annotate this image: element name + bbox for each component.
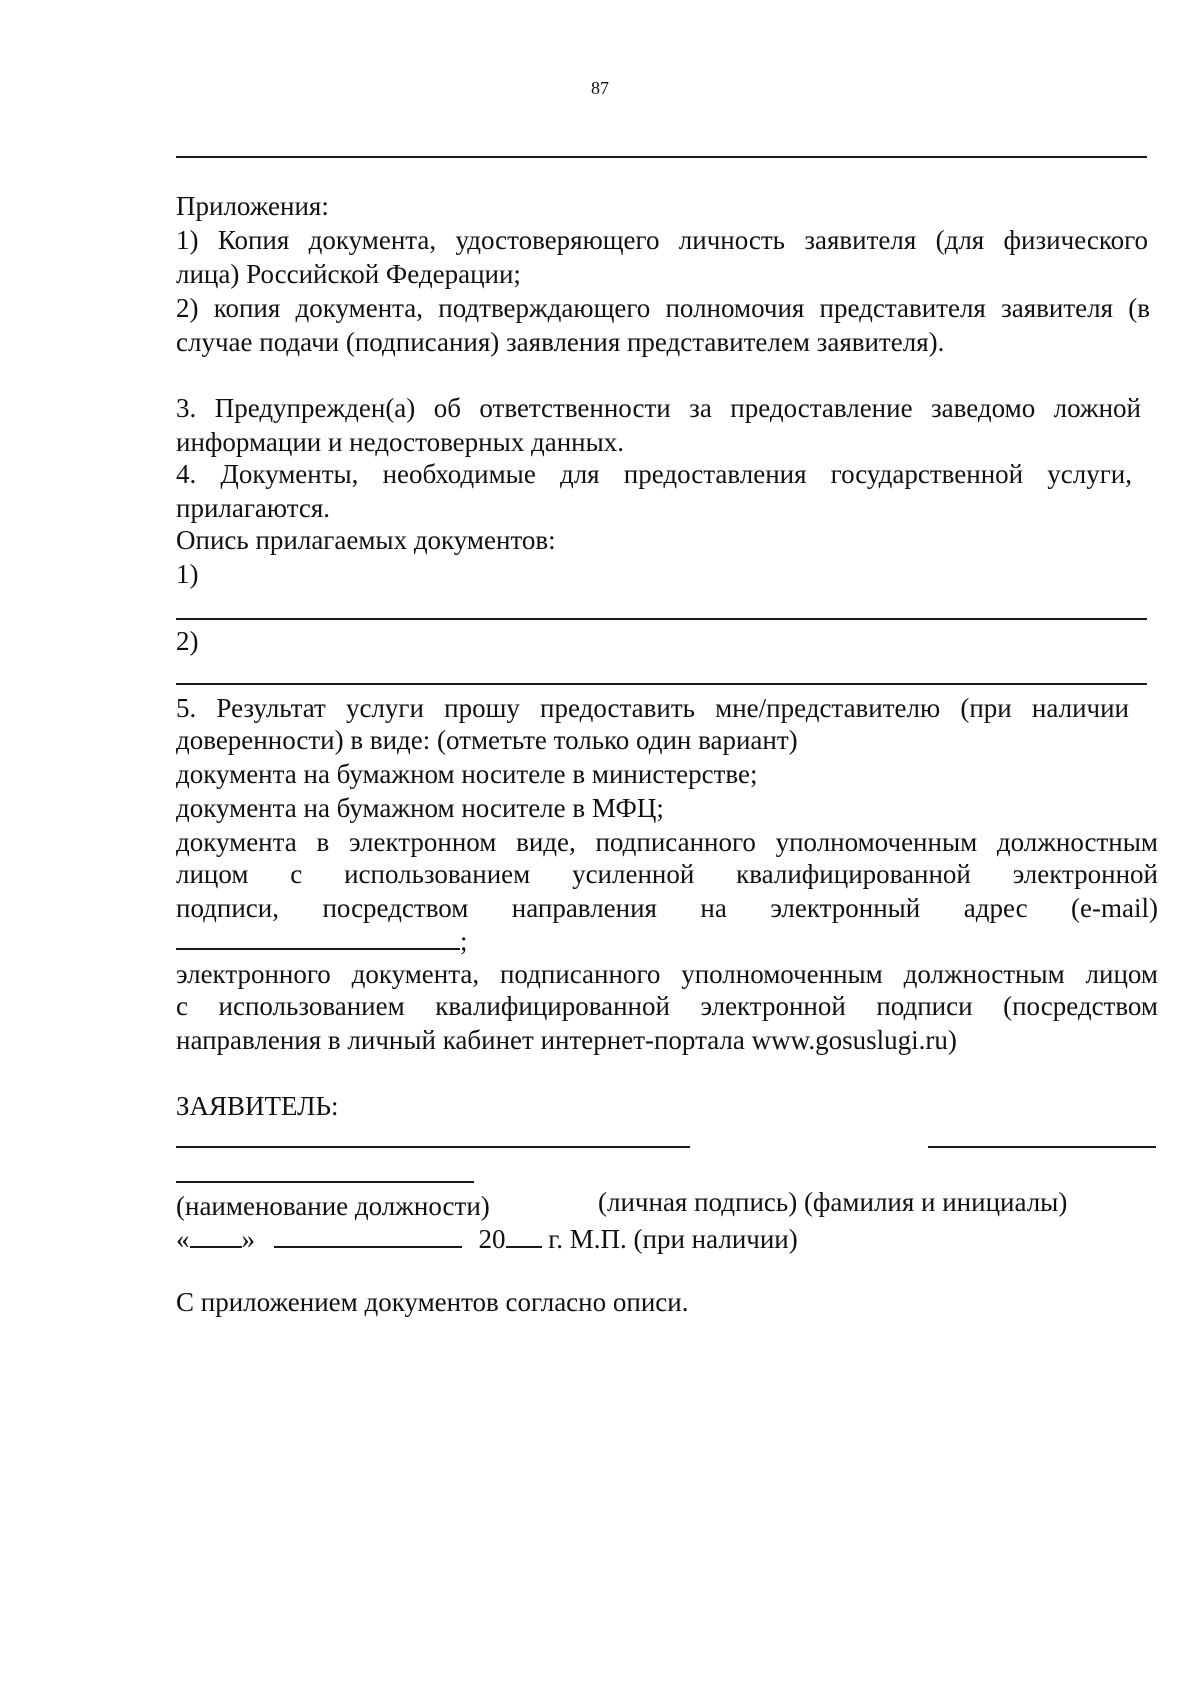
- attachment-item-1-line-1: 1) Копия документа, удостоверяющего личность заявителя (для физического: [176, 225, 1148, 255]
- inventory-item-2-line: [176, 683, 1147, 685]
- result-option-ministry: документа на бумажном носителе в министерстве;: [176, 759, 758, 789]
- result-option-email-line-3: подписи, посредством направления на электронный адрес (e-mail): [176, 893, 1158, 923]
- date-day-blank: [190, 1222, 242, 1248]
- date-suffix: г. М.П. (при наличии): [548, 1224, 798, 1254]
- result-option-email-line-1: документа в электронном виде, подписанного уполномоченным должностным: [176, 827, 1158, 857]
- date-month-blank: [274, 1222, 462, 1248]
- email-blank-semicolon: ;: [460, 926, 468, 956]
- date-open-quote: «: [176, 1224, 190, 1254]
- section-4-line-2: прилагаются.: [176, 493, 331, 523]
- attachment-item-2-line-2: случае подачи (подписания) заявления представителем заявителя).: [176, 327, 945, 357]
- header-rule: [176, 156, 1147, 158]
- section-3-line-2: информации и недостоверных данных.: [176, 427, 625, 457]
- applicant-position-line-1: [176, 1146, 690, 1148]
- date-year-prefix: 20: [478, 1224, 506, 1254]
- applicant-position-line-2: [176, 1181, 474, 1183]
- email-address-blank: [176, 924, 460, 950]
- page-number: 87: [591, 78, 609, 98]
- signature-label: (личная подпись) (фамилия и инициалы): [598, 1187, 1068, 1217]
- date-row: [176, 1222, 798, 1255]
- applicant-signature-line: [928, 1146, 1156, 1148]
- result-option-portal-line-3: направления в личный кабинет интернет-портала www.gosuslugi.ru): [176, 1025, 957, 1055]
- section-5-line-1: 5. Результат услуги прошу предоставить мне/представителю (при наличии: [176, 693, 1129, 723]
- attachment-item-1-line-2: лица) Российской Федерации;: [176, 259, 521, 289]
- result-option-email-line-2: лицом с использованием усиленной квалифицированной электронной: [176, 859, 1158, 889]
- position-label: (наименование должности): [176, 1191, 490, 1221]
- result-option-portal-line-1: электронного документа, подписанного уполномоченным должностным лицом: [176, 959, 1158, 989]
- result-option-portal-line-2: с использованием квалифицированной электронной подписи (посредством: [176, 991, 1158, 1021]
- attachment-item-2-line-1: 2) копия документа, подтверждающего полномочия представителя заявителя (в: [176, 293, 1150, 323]
- result-option-mfc: документа на бумажном носителе в МФЦ;: [176, 793, 664, 823]
- applicant-heading: ЗАЯВИТЕЛЬ:: [176, 1091, 339, 1121]
- inventory-item-1-line: [176, 618, 1147, 620]
- inventory-heading: Опись прилагаемых документов:: [176, 525, 556, 555]
- email-blank-row: [176, 924, 468, 957]
- date-close-quote: »: [241, 1224, 255, 1254]
- section-5-line-2: доверенности) в виде: (отметьте только один вариант): [176, 725, 798, 755]
- date-year-blank: [506, 1222, 542, 1248]
- inventory-item-1: 1): [176, 559, 199, 589]
- closing-note: С приложением документов согласно описи.: [176, 1287, 689, 1317]
- attachments-heading: Приложения:: [176, 191, 329, 221]
- inventory-item-2: 2): [176, 626, 199, 656]
- section-4-line-1: 4. Документы, необходимые для предоставления государственной услуги,: [176, 459, 1132, 489]
- section-3-line-1: 3. Предупрежден(а) об ответственности за предоставление заведомо ложной: [176, 393, 1141, 423]
